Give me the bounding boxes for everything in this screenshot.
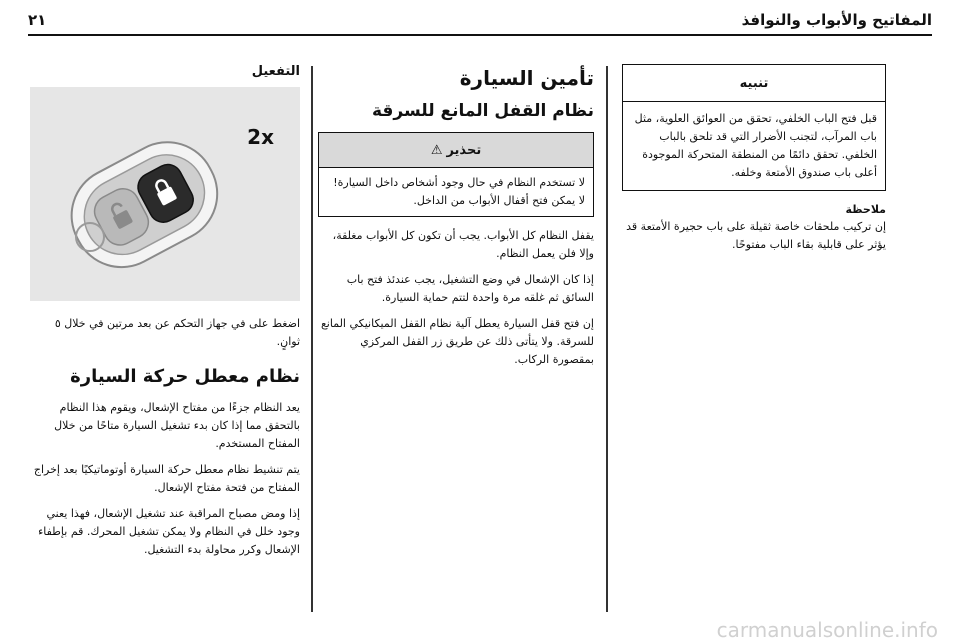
watermark: carmanualsonline.info	[716, 618, 938, 642]
activation-title: التفعيل	[251, 64, 300, 79]
page-number: ٢١	[28, 11, 47, 29]
right-column	[622, 64, 886, 262]
section-title: تأمين السيارة	[459, 66, 594, 90]
left-column	[30, 64, 300, 567]
column-divider-right	[606, 66, 608, 612]
middle-column	[318, 64, 594, 377]
caution-box	[622, 64, 886, 191]
immobilizer-title: نظام معطل حركة السيارة	[70, 366, 300, 387]
paragraph: إذا ومض مصباح المراقبة عند تشغيل الإشعال، فهذا يعني وجود خلل في النظام ولا يمكن تشغيل المحرك. قم بإطفاء الإشعال وكرر محاولة بدء التشغيل.	[38, 507, 300, 556]
warning-text: لا تستخدم النظام في حال وجود أشخاص داخل السيارة! لا يمكن فتح أقفال الأبواب من الداخل.	[333, 176, 585, 207]
figure-caption: اضغط على في جهاز التحكم عن بعد مرتين في خلال ٥ ثوانٍ.	[54, 317, 300, 348]
key-fob-icon	[30, 87, 300, 301]
warning-triangle-icon: ⚠	[430, 142, 443, 158]
warning-heading: تحذير	[446, 142, 482, 158]
paragraph: إذا كان الإشعال في وضع التشغيل، يجب عندئذ فتح باب السائق ثم غلقه مرة واحدة لتتم حماية السيارة.	[346, 273, 594, 304]
warning-header	[319, 133, 593, 168]
paragraph: يعد النظام جزءًا من مفتاح الإشعال، ويقوم هذا النظام بالتحقق مما إذا كان بدء تشغيل السيارة متاحًا من خلال المفتاح المستخدم.	[54, 401, 300, 450]
press-count-label: 2x	[247, 125, 274, 149]
warning-box	[318, 132, 594, 217]
chapter-title: المفاتيح والأبواب والنوافذ	[741, 11, 932, 29]
remark-heading: ملاحظة	[845, 203, 886, 216]
caution-heading: تنبيه	[623, 65, 885, 102]
paragraph: إن فتح قفل السيارة يعطل آلية نظام القفل الميكانيكي المانع للسرقة. ولا يتأتى ذلك عن طريق زر القفل المركزي بمقصورة الركاب.	[320, 317, 594, 366]
paragraph: يقفل النظام كل الأبواب. يجب أن تكون كل الأبواب مغلقة، وإلا فلن يعمل النظام.	[332, 229, 594, 260]
remark-text: إن تركيب ملحقات خاصة ثقيلة على باب حجيرة الأمتعة قد يؤثر على قابلية بقاء الباب مفتوحًا.	[626, 220, 886, 251]
remote-key-illustration	[30, 87, 300, 301]
page-header	[28, 6, 932, 36]
caution-text: قبل فتح الباب الخلفي، تحقق من العوائق العلوية، مثل باب المرآب، لتجنب الأضرار التي قد تلحق بالباب الخلفي. تحقق دائمًا من المنطقة المتحركة الموجودة أعلى باب صندوق الأمتعة وخلفه.	[634, 112, 877, 179]
subsection-title: نظام القفل المانع للسرقة	[371, 101, 594, 121]
column-divider-left	[311, 66, 313, 612]
paragraph: يتم تنشيط نظام معطل حركة السيارة أوتوماتيكيًا بعد إخراج المفتاح من فتحة مفتاح الإشعال.	[33, 463, 300, 494]
